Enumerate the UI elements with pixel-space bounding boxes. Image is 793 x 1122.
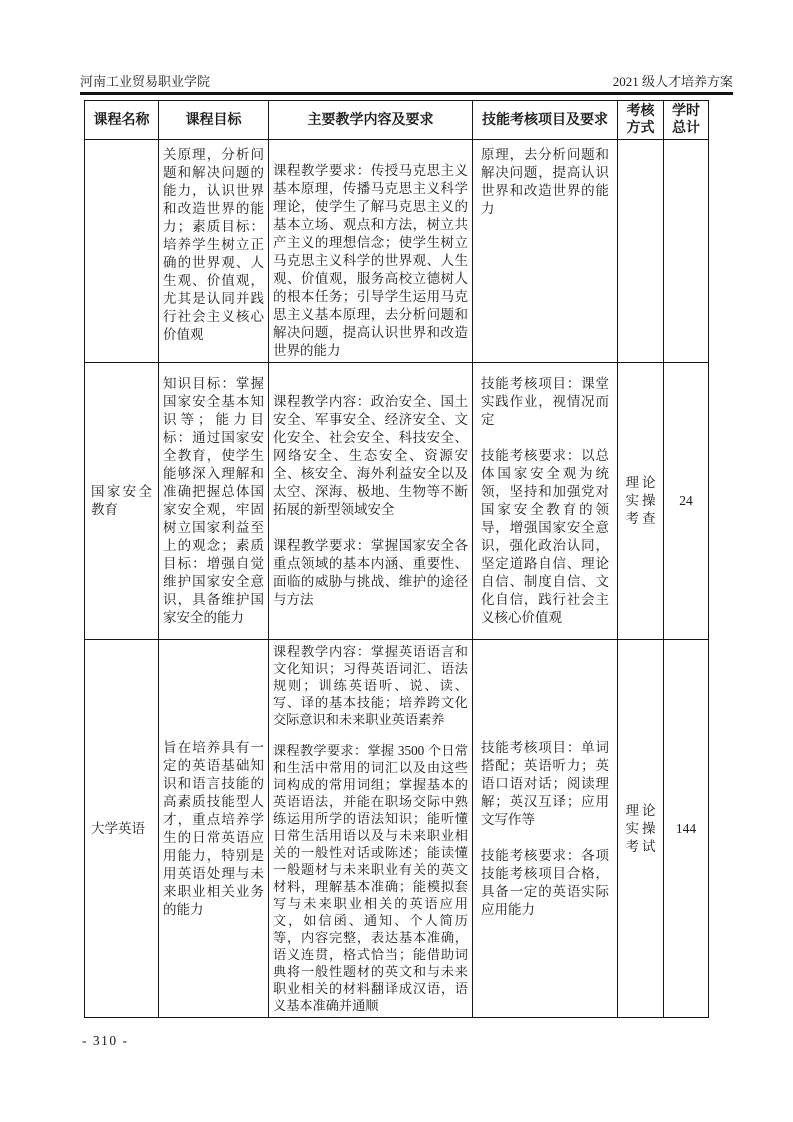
content-paragraph: 课程教学内容：掌握英语语言和文化知识；习得英语词汇、语法规则；训练英语听、说、读、写、译的基本技能；培养跨文化交际意识和未来职业英语素养	[273, 644, 468, 727]
page-header	[80, 74, 733, 89]
col-header-assessment-method: 考核方式	[618, 101, 664, 140]
content-paragraph: 课程教学内容：政治安全、国土安全、军事安全、经济安全、文化安全、社会安全、科技安全、网络安全、生态安全、资源安全、核安全、海外利益安全以及太空、深海、极地、生物等不断拓展的新型领域安全	[273, 394, 468, 517]
cell-assessment-r1	[473, 140, 618, 363]
assessment-paragraph: 技能考核要求：以总体国家安全观为统领，坚持和加强党对国家安全教育的领导，增强国家安全意识，强化政治认同，坚定道路自信、理论自信、制度自信、文化自信，践行社会主义核心价值观	[481, 448, 609, 625]
method-text: 理论实操考试	[625, 802, 656, 854]
cell-assessment-r3	[473, 640, 618, 1018]
cell-course-name-r2: 国家安全教育	[85, 363, 159, 640]
header-school-name: 河南工业贸易职业学院	[80, 74, 211, 89]
cell-objectives-r3	[159, 640, 269, 1018]
assessment-paragraph: 技能考核项目：课堂实践作业，视情况而定	[481, 376, 609, 427]
content-paragraph: 课程教学要求：掌握 3500 个日常和生活中常用的词汇以及由这些词构成的常用词组；掌握基本的英语语法，并能在职场交际中熟练运用所学的语法知识；能听懂日常生活用语以及与未来职业相关的一般性对话或陈述；能读懂一般题材与未来职业有关的英文材料，理解基本准确；能模拟套写与未来职业相关的英语应用文，如信函、通知、个人简历等，内容完整，表达基本准确，语义连贯，格式恰当；能借助词典将一般性题材的英文和与未来职业相关的材料翻译成汉语，语义基本准确并通顺	[273, 743, 468, 1013]
header-plan-title: 2021 级人才培养方案	[612, 74, 733, 89]
header-rule	[80, 92, 733, 95]
method-text: 理论实操考查	[625, 475, 656, 526]
cell-assessment-r2	[473, 363, 618, 640]
assessment-paragraph: 原理，去分析问题和解决问题，提高认识世界和改造世界的能力	[481, 147, 609, 216]
table-row-college-english	[85, 640, 709, 1018]
cell-method-r2	[618, 363, 664, 640]
cell-objectives-r1	[159, 140, 269, 363]
col-header-total-hours: 学时总计	[664, 101, 709, 140]
cell-course-name-r3: 大学英语	[85, 640, 159, 1018]
assessment-paragraph: 技能考核要求：各项技能考核项目合格，具备一定的英语实际应用能力	[481, 847, 609, 917]
objectives-paragraph: 旨在培养具有一定的英语基础知识和语言技能的高素质技能型人才，重点培养学生的日常英语应用能力，特别是用英语处理与未来职业相关业务的能力	[163, 739, 264, 917]
cell-hours-r3: 144	[664, 640, 709, 1018]
cell-objectives-r2	[159, 363, 269, 640]
cell-content-r3	[269, 640, 473, 1018]
objectives-paragraph: 关原理，分析问题和解决问题的能力，认识世界和改造世界的能力；素质目标：培养学生树立正确的世界观、人生观、价值观，尤其是认同并践行社会主义核心价值观	[163, 147, 264, 342]
table-row-continuation	[85, 140, 709, 363]
table-header-row	[85, 101, 709, 140]
cell-content-r2	[269, 363, 473, 640]
cell-course-name-r1	[85, 140, 159, 363]
cell-hours-r1	[664, 140, 709, 363]
curriculum-table	[84, 100, 709, 1018]
content-paragraph: 课程教学要求：传授马克思主义基本原理，传播马克思主义科学理论，使学生了解马克思主义的基本立场、观点和方法，树立共产主义的理想信念；使学生树立马克思主义科学的世界观、人生观、价值观，服务高校立德树人的根本任务；引导学生运用马克思主义基本原理，去分析问题和解决问题，提高认识世界和改造世界的能力	[273, 163, 468, 358]
table-row-national-security	[85, 363, 709, 640]
cell-hours-r2: 24	[664, 363, 709, 640]
objectives-paragraph: 知识目标：掌握国家安全基本知识等；能力目标：通过国家安全教育，使学生能够深入理解和准确把握总体国家安全观，牢固树立国家利益至上的观念；素质目标：增强自觉维护国家安全意识，具备维护国家安全的能力	[163, 376, 264, 625]
col-header-course-objectives: 课程目标	[159, 101, 269, 140]
page-number: - 310 -	[82, 1033, 129, 1048]
col-header-skill-assessment: 技能考核项目及要求	[473, 101, 618, 140]
cell-content-r1	[269, 140, 473, 363]
cell-method-r3	[618, 640, 664, 1018]
col-header-teaching-content: 主要教学内容及要求	[269, 101, 473, 140]
cell-method-r1	[618, 140, 664, 363]
assessment-paragraph: 技能考核项目：单词搭配；英语听力；英语口语对话；阅读理解；英汉互译；应用文写作等	[481, 739, 609, 827]
content-paragraph: 课程教学要求：掌握国家安全各重点领域的基本内涵、重要性、面临的威胁与挑战、维护的途径与方法	[273, 538, 468, 607]
col-header-course-name: 课程名称	[85, 101, 159, 140]
